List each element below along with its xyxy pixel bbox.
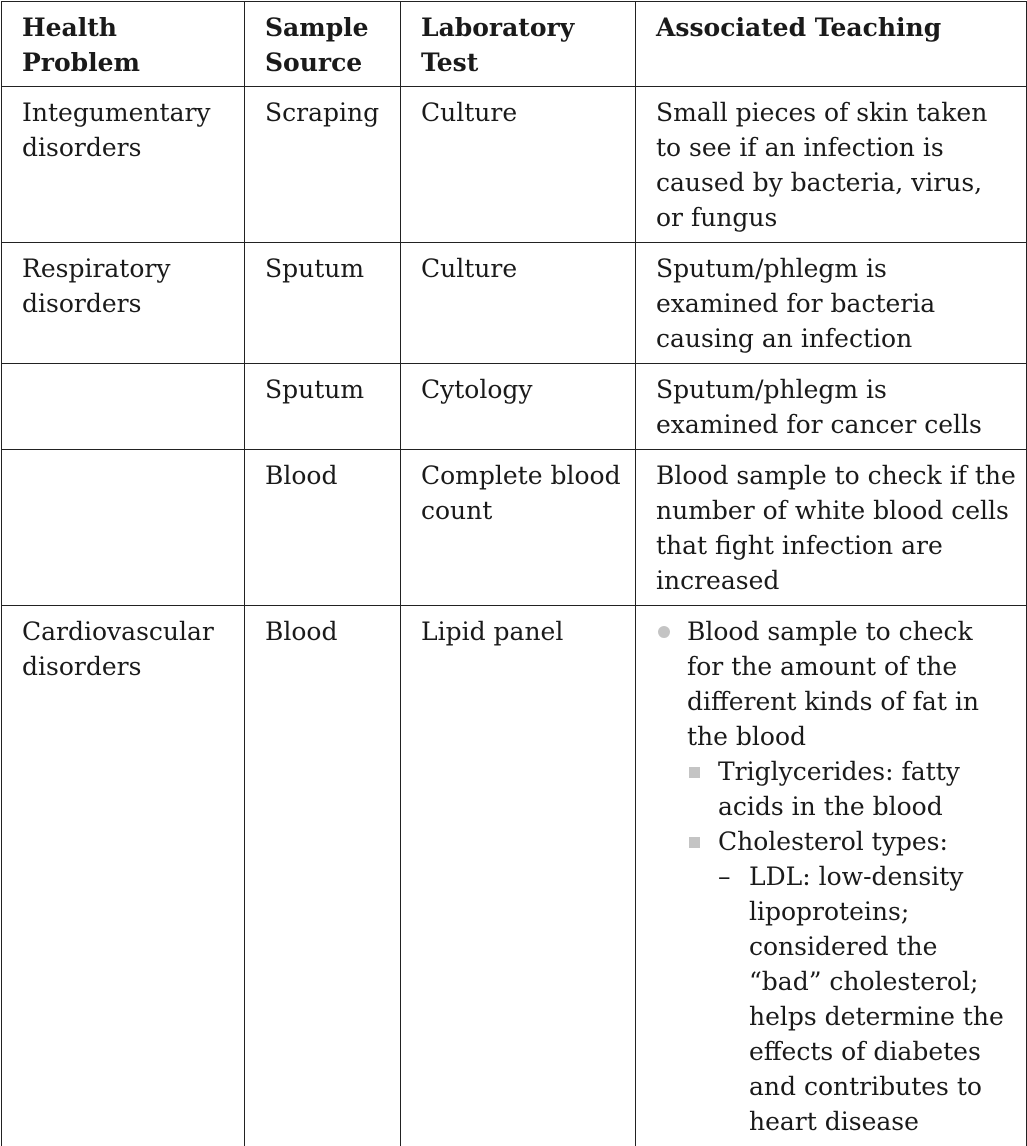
header-associated-teaching: Associated Teaching [636,2,1027,87]
cell-laboratory-test: Culture [401,87,636,243]
cell-laboratory-test: Complete blood count [401,450,636,606]
cell-sample-source: Scraping [245,87,401,243]
list-item [687,754,1016,824]
cell-sample-source: Sputum [245,364,401,450]
list-item [718,859,1016,1139]
dash-bullet-icon: – [718,859,738,894]
cell-associated-teaching [636,606,1027,1146]
cell-health-problem: Integumentary disorders [2,87,245,243]
table-header-row [2,2,1027,87]
cell-laboratory-test: Culture [401,243,636,364]
list-item [656,614,1016,1139]
teaching-sub-list [687,754,1016,1139]
list-item-text: Blood sample to check for the amount of the different kinds of fat in the blood [687,617,979,751]
cell-sample-source: Blood [245,450,401,606]
header-health-problem: Health Problem [2,2,245,87]
cell-health-problem [2,450,245,606]
lab-tests-table [1,1,1027,1146]
table-row [2,243,1027,364]
teaching-subsub-list [718,859,1016,1139]
table-row [2,606,1027,1146]
list-item [687,824,1016,1139]
cell-associated-teaching: Sputum/phlegm is examined for bacteria causing an infection [636,243,1027,364]
teaching-bullet-list [656,614,1016,1139]
cell-health-problem [2,364,245,450]
cell-health-problem: Respiratory disorders [2,243,245,364]
cell-associated-teaching: Sputum/phlegm is examined for cancer cells [636,364,1027,450]
cell-laboratory-test: Cytology [401,364,636,450]
cell-health-problem: Cardiovascular disorders [2,606,245,1146]
cell-associated-teaching: Small pieces of skin taken to see if an infection is caused by bacteria, virus, or fungus [636,87,1027,243]
list-item-text: Triglycerides: fatty acids in the blood [718,757,960,821]
header-sample-source: Sample Source [245,2,401,87]
cell-associated-teaching: Blood sample to check if the number of white blood cells that fight infection are increased [636,450,1027,606]
table-row [2,450,1027,606]
header-laboratory-test: Laboratory Test [401,2,636,87]
square-bullet-icon [689,767,700,778]
list-item-text: LDL: low-density lipoproteins; considered the “bad” cholesterol; helps determine the effects of diabetes and contributes to heart disease [749,862,1004,1136]
cell-sample-source: Sputum [245,243,401,364]
list-item-text: Cholesterol types: [718,827,948,856]
circle-bullet-icon [658,626,670,638]
table-row [2,364,1027,450]
cell-sample-source: Blood [245,606,401,1146]
table-row [2,87,1027,243]
square-bullet-icon [689,837,700,848]
cell-laboratory-test: Lipid panel [401,606,636,1146]
